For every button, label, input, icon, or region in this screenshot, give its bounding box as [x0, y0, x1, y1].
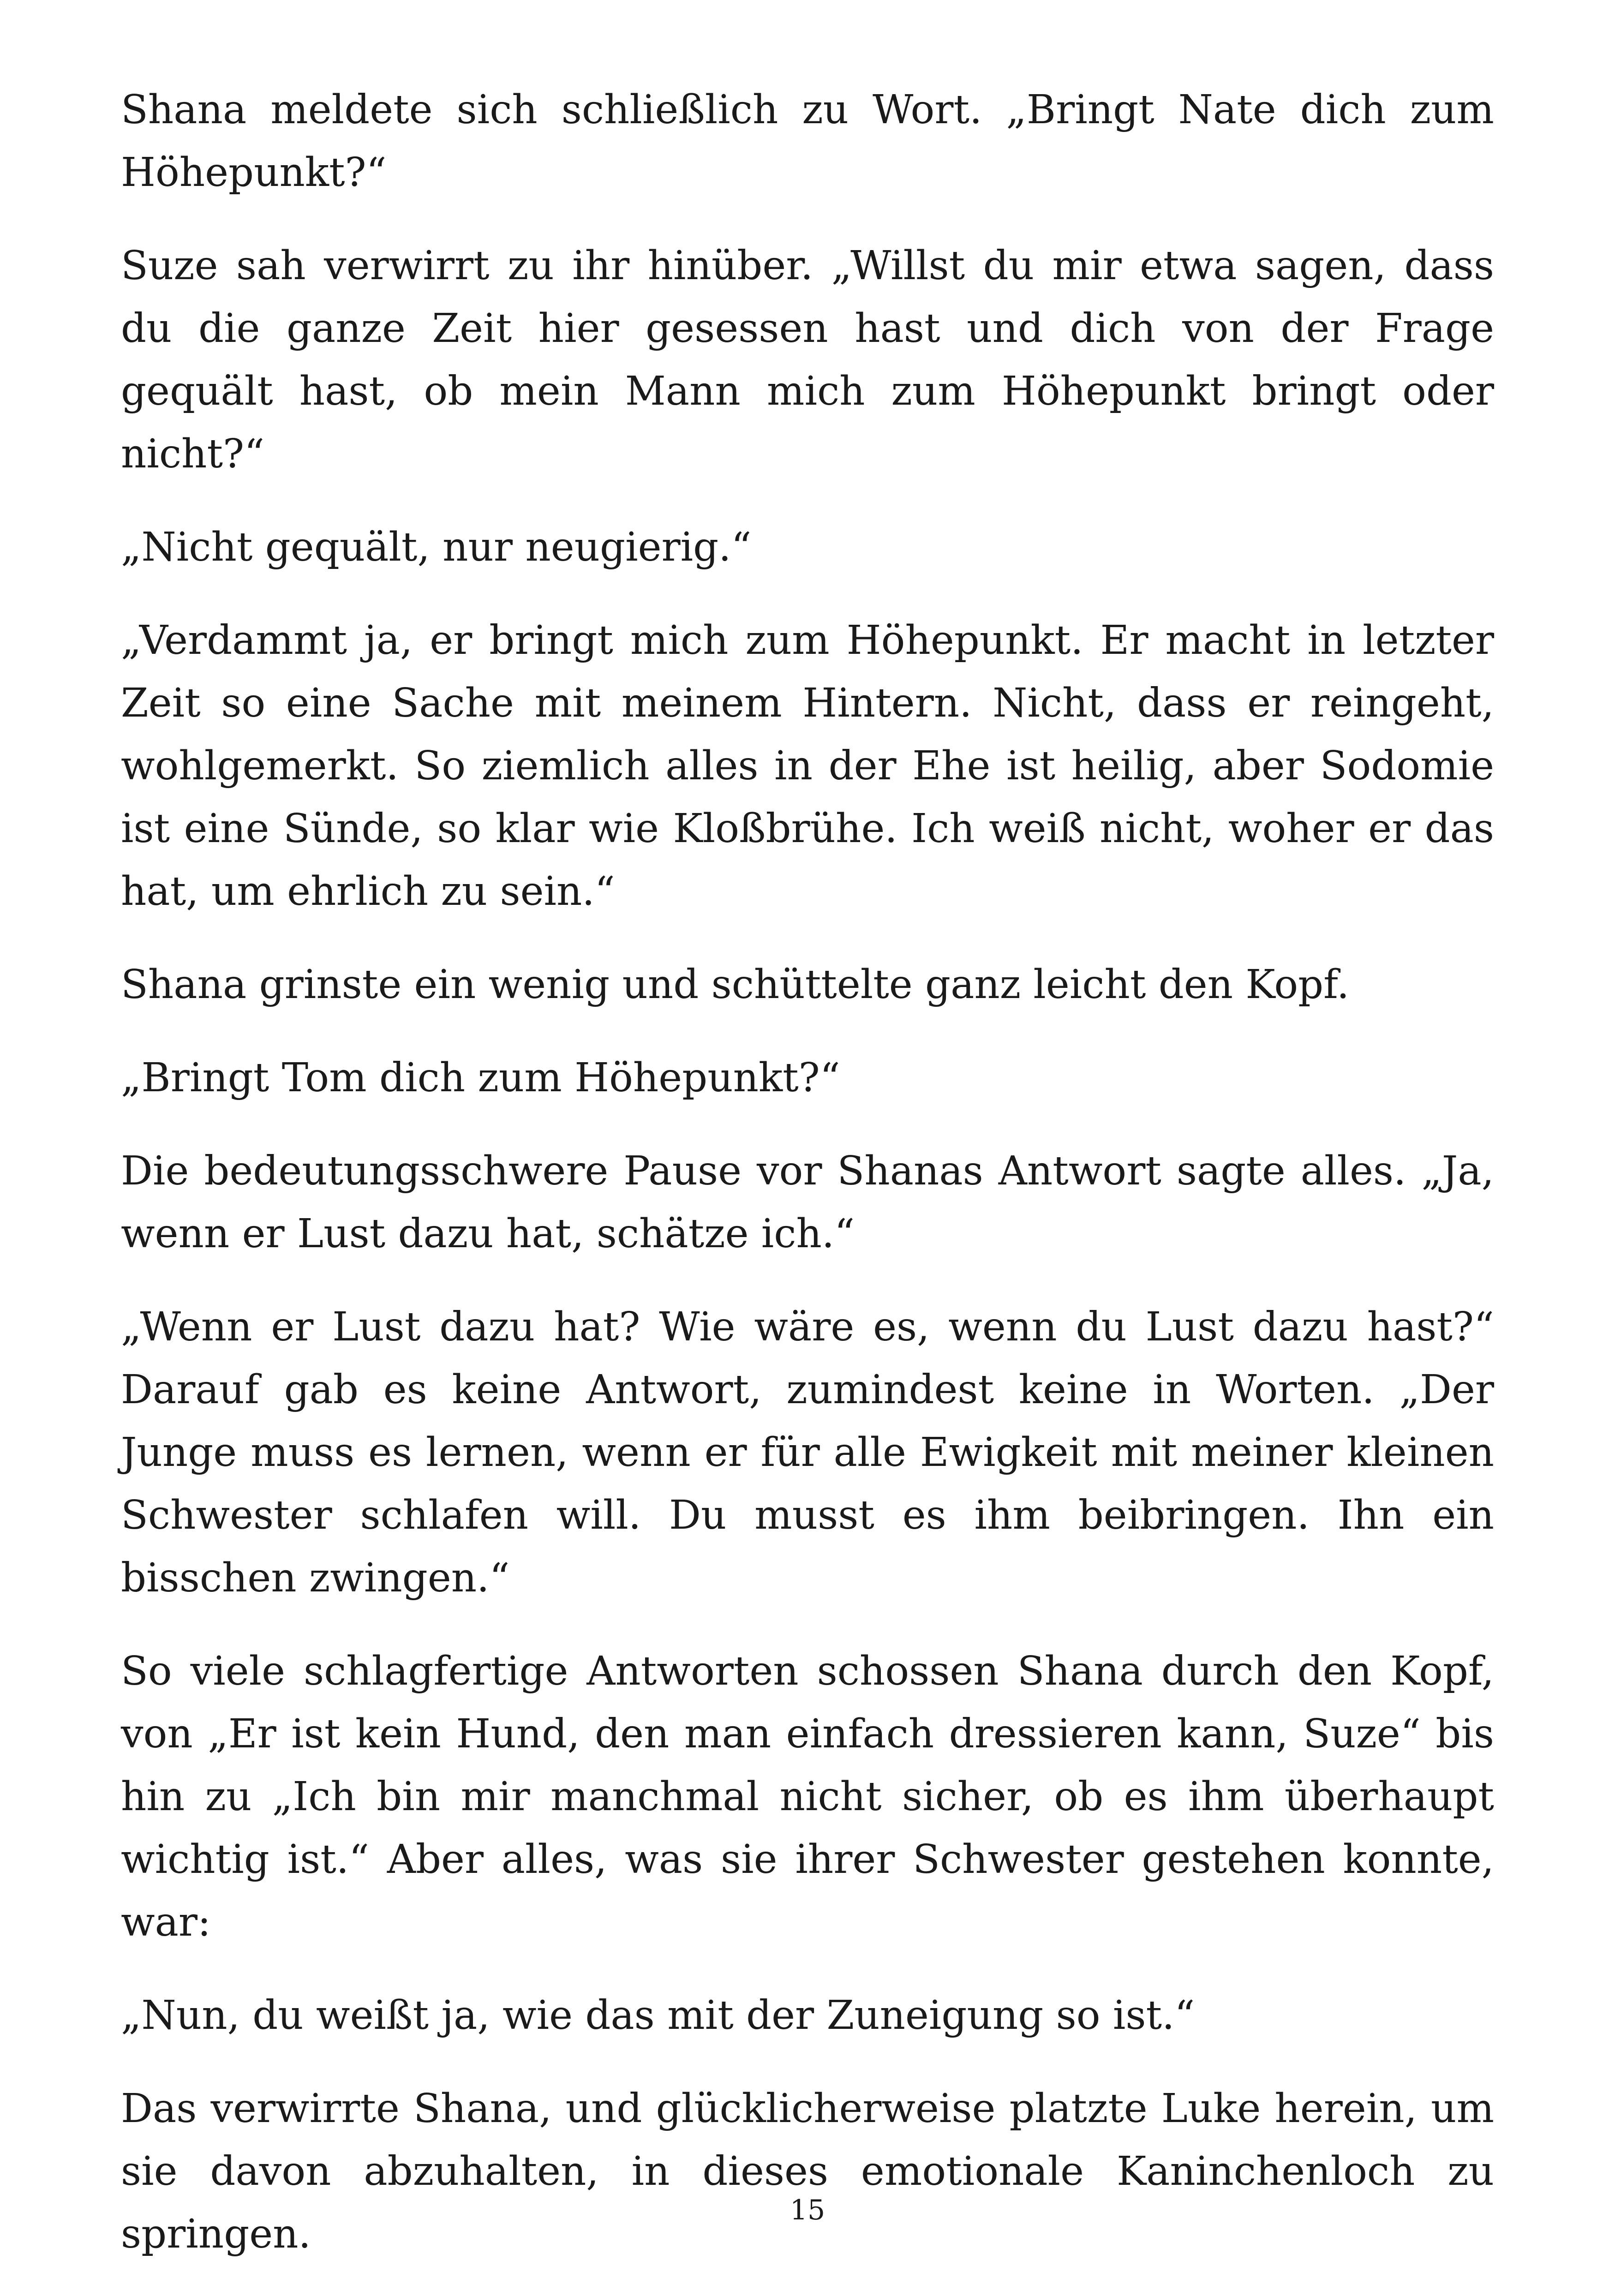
paragraph-2: Suze sah verwirrt zu ihr hinüber. „Willst du mir etwa sagen, dass du die ganze Zeit hier gesessen hast und dich von der Frage gequält hast, ob mein Mann mich zum Höhepunkt bringt oder nicht?“ — [121, 243, 1494, 477]
page-number: 15 — [790, 2194, 825, 2226]
paragraph-1: Shana meldete sich schließlich zu Wort. „Bringt Nate dich zum Höhepunkt?“ — [121, 87, 1494, 196]
paragraph-3: „Nicht gequält, nur neugierig.“ — [121, 524, 752, 570]
paragraph-10: „Nun, du weißt ja, wie das mit der Zuneigung so ist.“ — [121, 1992, 1195, 2039]
paragraph-9: So viele schlagfertige Antworten schossen Shana durch den Kopf, von „Er ist kein Hund, den man einfach dressieren kann, Suze“ bis hin zu „Ich bin mir manchmal nicht sicher, ob es ihm überhaupt wichtig ist.“ Aber alles, was sie ihrer Schwester gestehen konnte, war: — [121, 1648, 1494, 1945]
page-body — [121, 78, 1494, 2296]
paragraph-4: „Verdammt ja, er bringt mich zum Höhepunkt. Er macht in letzter Zeit so eine Sache mit meinem Hintern. Nicht, dass er reingeht, wohlgemerkt. So ziemlich alles in der Ehe ist heilig, aber Sodomie ist eine Sünde, so klar wie Kloßbrühe. Ich weiß nicht, woher er das hat, um ehrlich zu sein.“ — [121, 617, 1494, 915]
paragraph-5: Shana grinste ein wenig und schüttelte ganz leicht den Kopf. — [121, 962, 1350, 1008]
paragraph-7: Die bedeutungsschwere Pause vor Shanas Antwort sagte alles. „Ja, wenn er Lust dazu hat, schätze ich.“ — [121, 1148, 1494, 1257]
paragraph-11: Das verwirrte Shana, und glücklicherweise platzte Luke herein, um sie davon abzuhalten, in dieses emotionale Kaninchenloch zu springen. — [121, 2086, 1494, 2257]
paragraph-6: „Bringt Tom dich zum Höhepunkt?“ — [121, 1055, 840, 1101]
paragraph-8: „Wenn er Lust dazu hat? Wie wäre es, wenn du Lust dazu hast?“ Darauf gab es keine Antwort, zumindest keine in Worten. „Der Junge muss es lernen, wenn er für alle Ewigkeit mit meiner kleinen Schwester schlafen will. Du musst es ihm beibringen. Ihn ein bisschen zwingen.“ — [121, 1304, 1494, 1601]
